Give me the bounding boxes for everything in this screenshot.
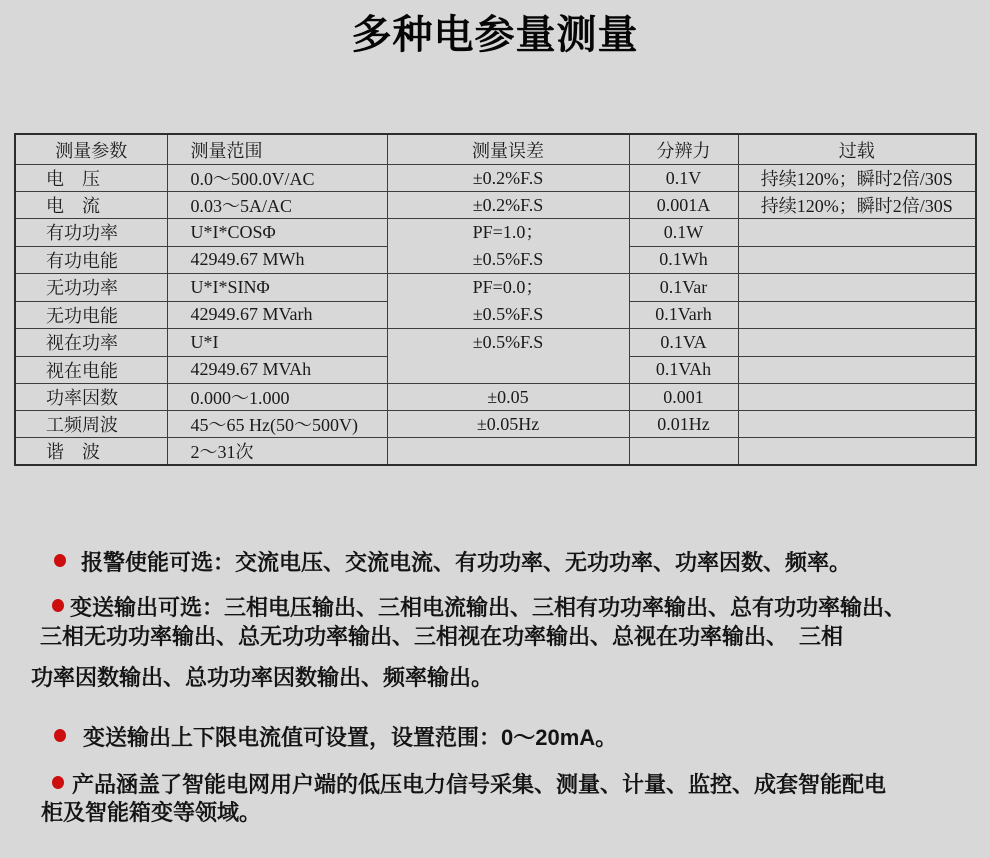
cell-resolution: 0.1W bbox=[629, 219, 738, 247]
bullet-dot-icon bbox=[54, 729, 66, 742]
page-title: 多种电参量测量 bbox=[351, 13, 639, 57]
table-row bbox=[15, 411, 976, 438]
table-row bbox=[15, 219, 976, 247]
measurement-spec-table bbox=[14, 133, 977, 466]
cell-param: 电 压 bbox=[15, 165, 167, 192]
bullet-applications-line1 bbox=[52, 772, 886, 798]
cell-error-merged bbox=[387, 329, 629, 384]
cell-range: 0.03～5A/AC bbox=[167, 192, 387, 219]
bullet-transmit-options-line1 bbox=[52, 595, 906, 621]
cell-resolution: 0.1Var bbox=[629, 274, 738, 302]
cell-overload bbox=[738, 438, 976, 466]
merged-error-line bbox=[388, 356, 629, 383]
table-header-row bbox=[15, 134, 976, 165]
cell-overload: 持续120%；瞬时2倍/30S bbox=[738, 165, 976, 192]
cell-overload bbox=[738, 246, 976, 274]
cell-resolution: 0.1Varh bbox=[629, 301, 738, 329]
header-overload: 过载 bbox=[738, 134, 976, 165]
cell-error: ±0.05 bbox=[387, 384, 629, 411]
header-param: 测量参数 bbox=[15, 134, 167, 165]
cell-resolution: 0.1V bbox=[629, 165, 738, 192]
cell-overload bbox=[738, 274, 976, 302]
bullet-dot-icon bbox=[54, 554, 66, 567]
cell-resolution: 0.001A bbox=[629, 192, 738, 219]
cell-resolution: 0.01Hz bbox=[629, 411, 738, 438]
table-row bbox=[15, 438, 976, 466]
cell-error: ±0.2%F.S bbox=[387, 192, 629, 219]
bullet-text: 柜及智能箱变等领域。 bbox=[41, 800, 262, 825]
header-resolution: 分辨力 bbox=[629, 134, 738, 165]
cell-param: 有功功率 bbox=[15, 219, 167, 247]
bullet-text: 变送输出可选：三相电压输出、三相电流输出、三相有功功率输出、总有功功率输出、 bbox=[70, 595, 907, 620]
cell-param: 有功电能 bbox=[15, 246, 167, 274]
table-row bbox=[15, 274, 976, 302]
cell-resolution: 0.1VA bbox=[629, 329, 738, 357]
cell-resolution: 0.1VAh bbox=[629, 356, 738, 384]
cell-range: 42949.67 MVAh bbox=[167, 356, 387, 384]
merged-error-line: ±0.5%F.S bbox=[472, 249, 544, 269]
cell-overload bbox=[738, 384, 976, 411]
cell-range: U*I bbox=[167, 329, 387, 357]
bullet-text: 功率因数输出、总功功率因数输出、频率输出。 bbox=[31, 665, 494, 690]
bullet-dot-icon bbox=[52, 599, 64, 612]
bullet-applications-line2 bbox=[41, 800, 261, 826]
bullet-text: 变送输出上下限电流值可设置，设置范围：0～20mA。 bbox=[83, 725, 618, 750]
table-row bbox=[15, 165, 976, 192]
cell-param: 工频周波 bbox=[15, 411, 167, 438]
merged-error-line: PF=0.0； bbox=[472, 277, 544, 297]
cell-range: 2～31次 bbox=[167, 438, 387, 466]
merged-error-line: ±0.5%F.S bbox=[472, 332, 544, 352]
table-row bbox=[15, 384, 976, 411]
cell-overload bbox=[738, 219, 976, 247]
cell-error: ±0.2%F.S bbox=[387, 165, 629, 192]
bullet-alarm bbox=[54, 550, 851, 576]
cell-range: 45～65 Hz(50～500V) bbox=[167, 411, 387, 438]
cell-range: 42949.67 MVarh bbox=[167, 301, 387, 329]
cell-overload bbox=[738, 411, 976, 438]
bullet-text: 产品涵盖了智能电网用户端的低压电力信号采集、测量、计量、监控、成套智能配电 bbox=[72, 772, 887, 797]
cell-overload: 持续120%；瞬时2倍/30S bbox=[738, 192, 976, 219]
header-range: 测量范围 bbox=[167, 134, 387, 165]
cell-range: 0.0～500.0V/AC bbox=[167, 165, 387, 192]
bullet-transmit-options-line3 bbox=[31, 665, 493, 691]
cell-resolution bbox=[629, 438, 738, 466]
cell-error bbox=[387, 438, 629, 466]
bullet-text: 三相无功功率输出、总无功功率输出、三相视在功率输出、总视在功率输出、 三相 bbox=[40, 624, 844, 649]
cell-error-merged bbox=[387, 274, 629, 329]
header-error: 测量误差 bbox=[387, 134, 629, 165]
cell-overload bbox=[738, 301, 976, 329]
bullet-transmit-range bbox=[54, 725, 617, 751]
table-row bbox=[15, 192, 976, 219]
bullet-dot-icon bbox=[52, 776, 64, 789]
cell-resolution: 0.001 bbox=[629, 384, 738, 411]
cell-error: ±0.05Hz bbox=[387, 411, 629, 438]
bullet-transmit-options-line2 bbox=[40, 624, 843, 650]
cell-param: 电 流 bbox=[15, 192, 167, 219]
cell-param: 视在功率 bbox=[15, 329, 167, 357]
cell-param: 功率因数 bbox=[15, 384, 167, 411]
bullet-text: 报警使能可选：交流电压、交流电流、有功功率、无功功率、功率因数、频率。 bbox=[81, 550, 852, 575]
cell-error-merged bbox=[387, 219, 629, 274]
merged-error-line: PF=1.0； bbox=[472, 222, 544, 242]
cell-range: 0.000～1.000 bbox=[167, 384, 387, 411]
merged-error-line: ±0.5%F.S bbox=[472, 304, 544, 324]
cell-param: 谐 波 bbox=[15, 438, 167, 466]
cell-param: 无功电能 bbox=[15, 301, 167, 329]
cell-overload bbox=[738, 356, 976, 384]
cell-param: 无功功率 bbox=[15, 274, 167, 302]
cell-range: 42949.67 MWh bbox=[167, 246, 387, 274]
cell-range: U*I*SINΦ bbox=[167, 274, 387, 302]
cell-param: 视在电能 bbox=[15, 356, 167, 384]
table-row bbox=[15, 329, 976, 357]
cell-range: U*I*COSΦ bbox=[167, 219, 387, 247]
cell-resolution: 0.1Wh bbox=[629, 246, 738, 274]
cell-overload bbox=[738, 329, 976, 357]
